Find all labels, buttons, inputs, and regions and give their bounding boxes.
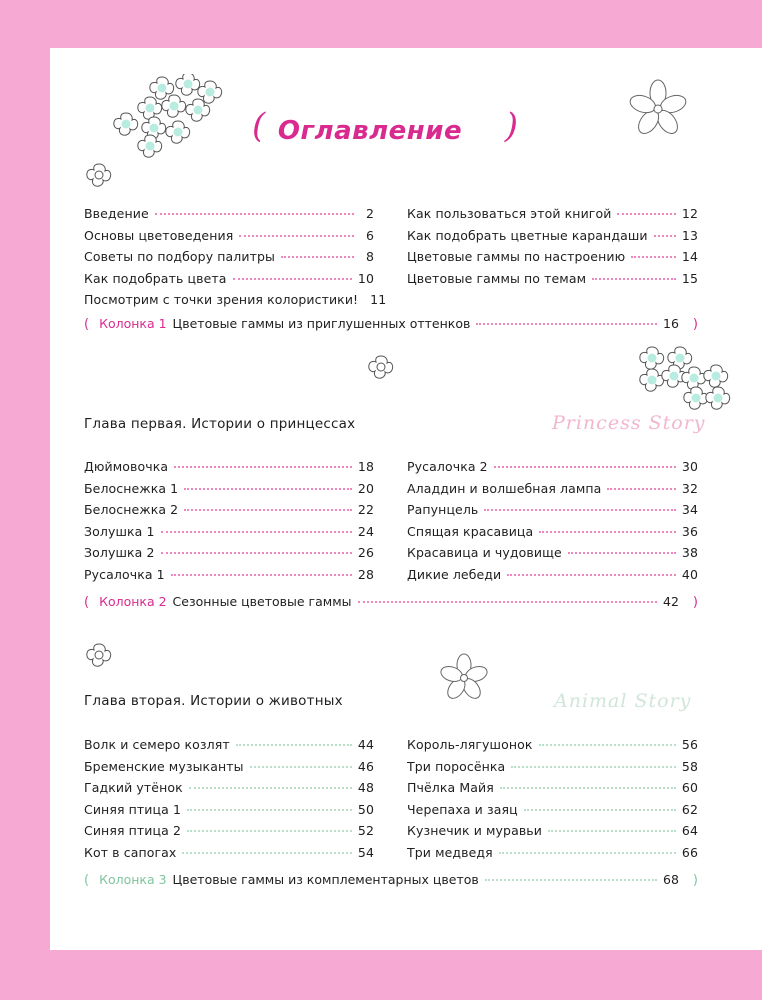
column-paren-left: ( [84,873,90,888]
toc-entry-page: 8 [365,249,374,264]
toc-entry-title: Русалочка 1 [84,567,165,582]
toc-entry[interactable] [84,292,387,312]
toc-entry[interactable] [407,206,698,226]
toc-entry[interactable] [407,481,698,501]
page-title: Оглавление [277,116,463,146]
toc-entry[interactable] [84,271,374,291]
toc-entry[interactable] [84,206,374,226]
toc-entry-page: 46 [357,759,374,774]
leader-dots [236,743,352,746]
toc-entry-page: 60 [681,780,698,795]
leader-dots [499,851,676,854]
toc-entry-page: 56 [681,737,698,752]
toc-entry-title: Рапунцель [407,502,479,517]
small-flower-icon [366,352,396,382]
toc-entry-page: 6 [365,228,374,243]
toc-entry[interactable] [407,845,698,865]
toc-entry[interactable] [407,249,698,269]
small-flower-icon [84,640,114,670]
leader-dots [539,530,676,533]
chapter-2-left-column [84,737,374,867]
daisy-icon [628,76,688,142]
leader-dots [155,212,354,215]
intro-left-column [84,206,387,316]
leader-dots [485,879,657,881]
toc-entry-title: Посмотрим с точки зрения колористики! [84,292,359,307]
chapter-2-right-column [407,737,698,867]
column-title: Цветовые гаммы из приглушенных оттенков [172,316,471,331]
column-label: Колонка 3 [99,872,167,887]
toc-entry-title: Золушка 2 [84,545,155,560]
toc-entry-title: Русалочка 2 [407,459,488,474]
toc-entry-page: 14 [681,249,698,264]
leader-dots [281,255,354,258]
leader-dots [182,851,351,854]
toc-entry-page: 64 [681,823,698,838]
toc-entry-title: Синяя птица 2 [84,823,182,838]
toc-entry[interactable] [84,502,374,522]
leader-dots [161,530,352,533]
toc-entry[interactable] [84,823,374,843]
toc-entry-title: Золушка 1 [84,524,155,539]
toc-entry-page: 22 [357,502,374,517]
toc-entry-page: 38 [681,545,698,560]
toc-entry-page: 54 [357,845,374,860]
column-title: Цветовые гаммы из комплементарных цветов [172,872,479,887]
toc-entry-title: Король-лягушонок [407,737,533,752]
toc-entry[interactable] [407,823,698,843]
leader-dots [568,551,676,554]
toc-entry[interactable] [84,802,374,822]
toc-entry-title: Красавица и чудовище [407,545,562,560]
leader-dots [161,551,352,554]
column-paren-left: ( [84,595,90,610]
toc-entry[interactable] [84,545,374,565]
toc-entry-title: Синяя птица 1 [84,802,182,817]
flower-cluster-icon [636,346,732,412]
toc-entry[interactable] [84,759,374,779]
leader-dots [187,808,352,811]
toc-entry[interactable] [407,524,698,544]
toc-entry-title: Аладдин и волшебная лампа [407,481,602,496]
leader-dots [539,743,676,746]
column-label: Колонка 1 [99,316,167,331]
toc-entry-page: 52 [357,823,374,838]
toc-entry-page: 12 [681,206,698,221]
daisy-icon [436,652,492,704]
leader-dots [654,234,676,237]
chapter-1-title: Глава первая. Истории о принцессах [84,416,356,432]
toc-entry[interactable] [84,845,374,865]
toc-entry-title: Спящая красавица [407,524,534,539]
toc-entry-page: 18 [357,459,374,474]
leader-dots [631,255,676,258]
column-label: Колонка 2 [99,594,167,609]
chapter-1-right-column [407,459,698,589]
toc-entry[interactable] [84,481,374,501]
column-entry-2[interactable] [84,594,698,614]
leader-dots [524,808,676,811]
toc-entry-page: 13 [681,228,698,243]
toc-entry-page: 44 [357,737,374,752]
leader-dots [500,786,676,789]
leader-dots [507,573,676,576]
toc-entry-page: 26 [357,545,374,560]
toc-entry-title: Волк и семеро козлят [84,737,230,752]
leader-dots [511,765,676,768]
toc-entry-page: 2 [365,206,374,221]
toc-entry[interactable] [407,502,698,522]
toc-entry-title: Кузнечик и муравьи [407,823,542,838]
leader-dots [607,487,675,490]
toc-entry-page: 32 [681,481,698,496]
toc-entry-page: 40 [681,567,698,582]
toc-entry-page: 50 [357,802,374,817]
toc-entry-page: 48 [357,780,374,795]
leader-dots [484,508,675,511]
small-flower-icon [84,160,114,190]
leader-dots [233,277,352,280]
column-page: 42 [663,594,679,609]
toc-entry[interactable] [407,759,698,779]
toc-entry-title: Как подобрать цвета [84,271,227,286]
toc-entry-title: Цветовые гаммы по темам [407,271,587,286]
toc-entry-title: Дюймовочка [84,459,169,474]
leader-dots [548,829,676,832]
toc-entry-title: Основы цветоведения [84,228,234,243]
toc-entry[interactable] [84,249,374,269]
toc-entry-title: Введение [84,206,149,221]
toc-entry[interactable] [84,228,374,248]
leader-dots [250,765,352,768]
leader-dots [494,465,676,468]
intro-right-column [407,206,698,296]
column-paren-right: ) [692,873,698,888]
toc-entry-page: 20 [357,481,374,496]
chapter-2-title: Глава вторая. Истории о животных [84,693,343,709]
leader-dots [184,508,352,511]
column-page: 68 [663,872,679,887]
chapter-1-script: Princess Story [552,412,706,434]
leader-dots [592,277,676,280]
column-paren-right: ) [692,317,698,332]
toc-entry-page: 10 [357,271,374,286]
toc-entry-page: 62 [681,802,698,817]
title-paren-right: ) [504,106,518,146]
toc-entry-title: Цветовые гаммы по настроению [407,249,626,264]
column-paren-left: ( [84,317,90,332]
toc-entry[interactable] [407,802,698,822]
toc-entry-title: Дикие лебеди [407,567,502,582]
toc-entry-page: 34 [681,502,698,517]
toc-entry-page: 28 [357,567,374,582]
toc-entry-title: Советы по подбору палитры [84,249,276,264]
toc-entry-title: Как пользоваться этой книгой [407,206,612,221]
toc-entry[interactable] [84,524,374,544]
toc-entry[interactable] [407,567,698,587]
leader-dots [171,573,352,576]
leader-dots [617,212,675,215]
toc-entry[interactable] [407,271,698,291]
toc-entry-page: 30 [681,459,698,474]
toc-entry[interactable] [84,567,374,587]
toc-entry-title: Черепаха и заяц [407,802,518,817]
toc-entry[interactable] [407,780,698,800]
chapter-2-script: Animal Story [554,690,692,712]
toc-entry[interactable] [84,459,374,479]
column-entry-3[interactable] [84,872,698,892]
toc-entry-page: 24 [357,524,374,539]
toc-entry[interactable] [407,737,698,757]
toc-entry[interactable] [407,228,698,248]
column-page: 16 [663,316,679,331]
toc-entry[interactable] [407,459,698,479]
toc-entry-page: 11 [370,292,387,307]
toc-entry-title: Кот в сапогах [84,845,177,860]
column-entry-1[interactable] [84,316,698,336]
toc-entry-title: Как подобрать цветные карандаши [407,228,648,243]
toc-entry-page: 36 [681,524,698,539]
toc-entry-title: Белоснежка 2 [84,502,179,517]
toc-entry[interactable] [84,780,374,800]
toc-entry-title: Гадкий утёнок [84,780,183,795]
toc-entry-title: Пчёлка Майя [407,780,494,795]
toc-entry-page: 66 [681,845,698,860]
leader-dots [239,234,354,237]
toc-entry-page: 58 [681,759,698,774]
toc-entry-page: 15 [681,271,698,286]
toc-entry-title: Три медведя [407,845,493,860]
toc-entry-title: Бременские музыканты [84,759,244,774]
toc-entry[interactable] [84,737,374,757]
leader-dots [358,601,658,603]
title-block [200,106,540,160]
column-paren-right: ) [692,595,698,610]
column-title: Сезонные цветовые гаммы [172,594,352,609]
leader-dots [187,829,352,832]
leader-dots [476,323,657,325]
leader-dots [184,487,352,490]
toc-entry-title: Белоснежка 1 [84,481,179,496]
title-paren-left: ( [252,106,266,146]
leader-dots [174,465,352,468]
toc-entry[interactable] [407,545,698,565]
chapter-1-left-column [84,459,374,589]
leader-dots [189,786,352,789]
toc-entry-title: Три поросёнка [407,759,506,774]
